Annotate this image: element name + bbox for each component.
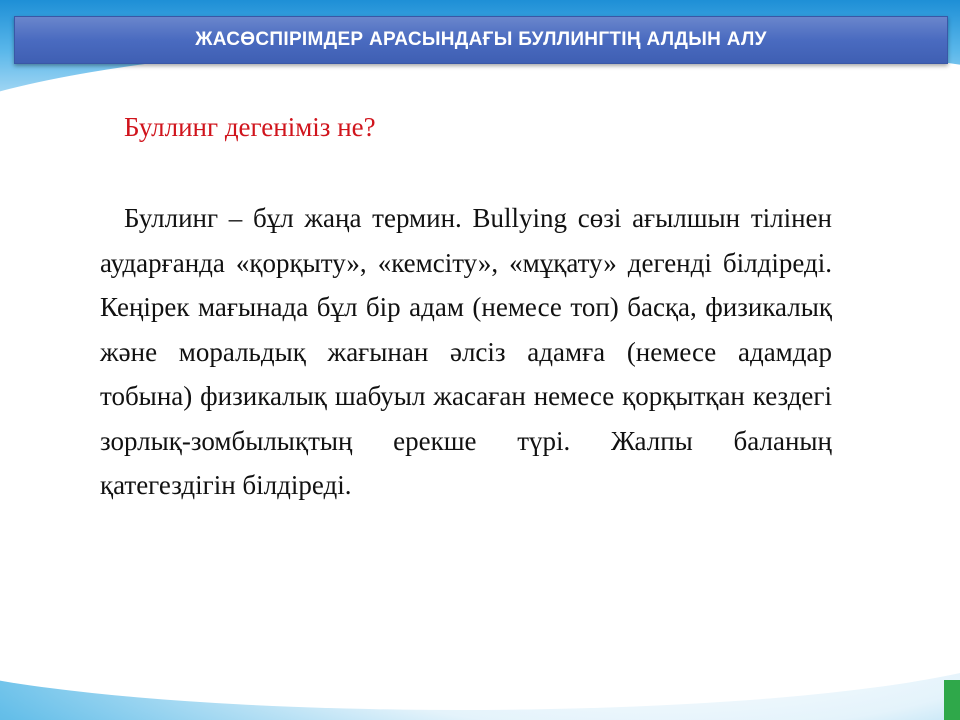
title-banner <box>14 16 948 64</box>
definition-paragraph: Буллинг – бұл жаңа термин. Bullying сөзі ағылшын тілінен аударғанда «қорқыту», «кемсіту», «мұқату» дегенді білдіреді. Кеңірек мағынада бұл бір адам (немесе топ) басқа, физикалық және моральдық жағынан әлсіз адамға (немесе адамдар тобына) физикалық шабуыл жасаған немесе қорқытқан кездегі зорлық-зомбылықтың ерекше түрі. Жалпы баланың қатегездігін білдіреді. <box>100 203 832 500</box>
paragraph-reflection <box>100 546 832 720</box>
slide-question: Буллинг дегеніміз не? <box>124 112 376 142</box>
slide-title: ЖАСӨСПІРІМДЕР АРАСЫНДАҒЫ БУЛЛИНГТІҢ АЛДЫН АЛУ <box>195 29 767 50</box>
green-corner-accent <box>944 680 960 720</box>
